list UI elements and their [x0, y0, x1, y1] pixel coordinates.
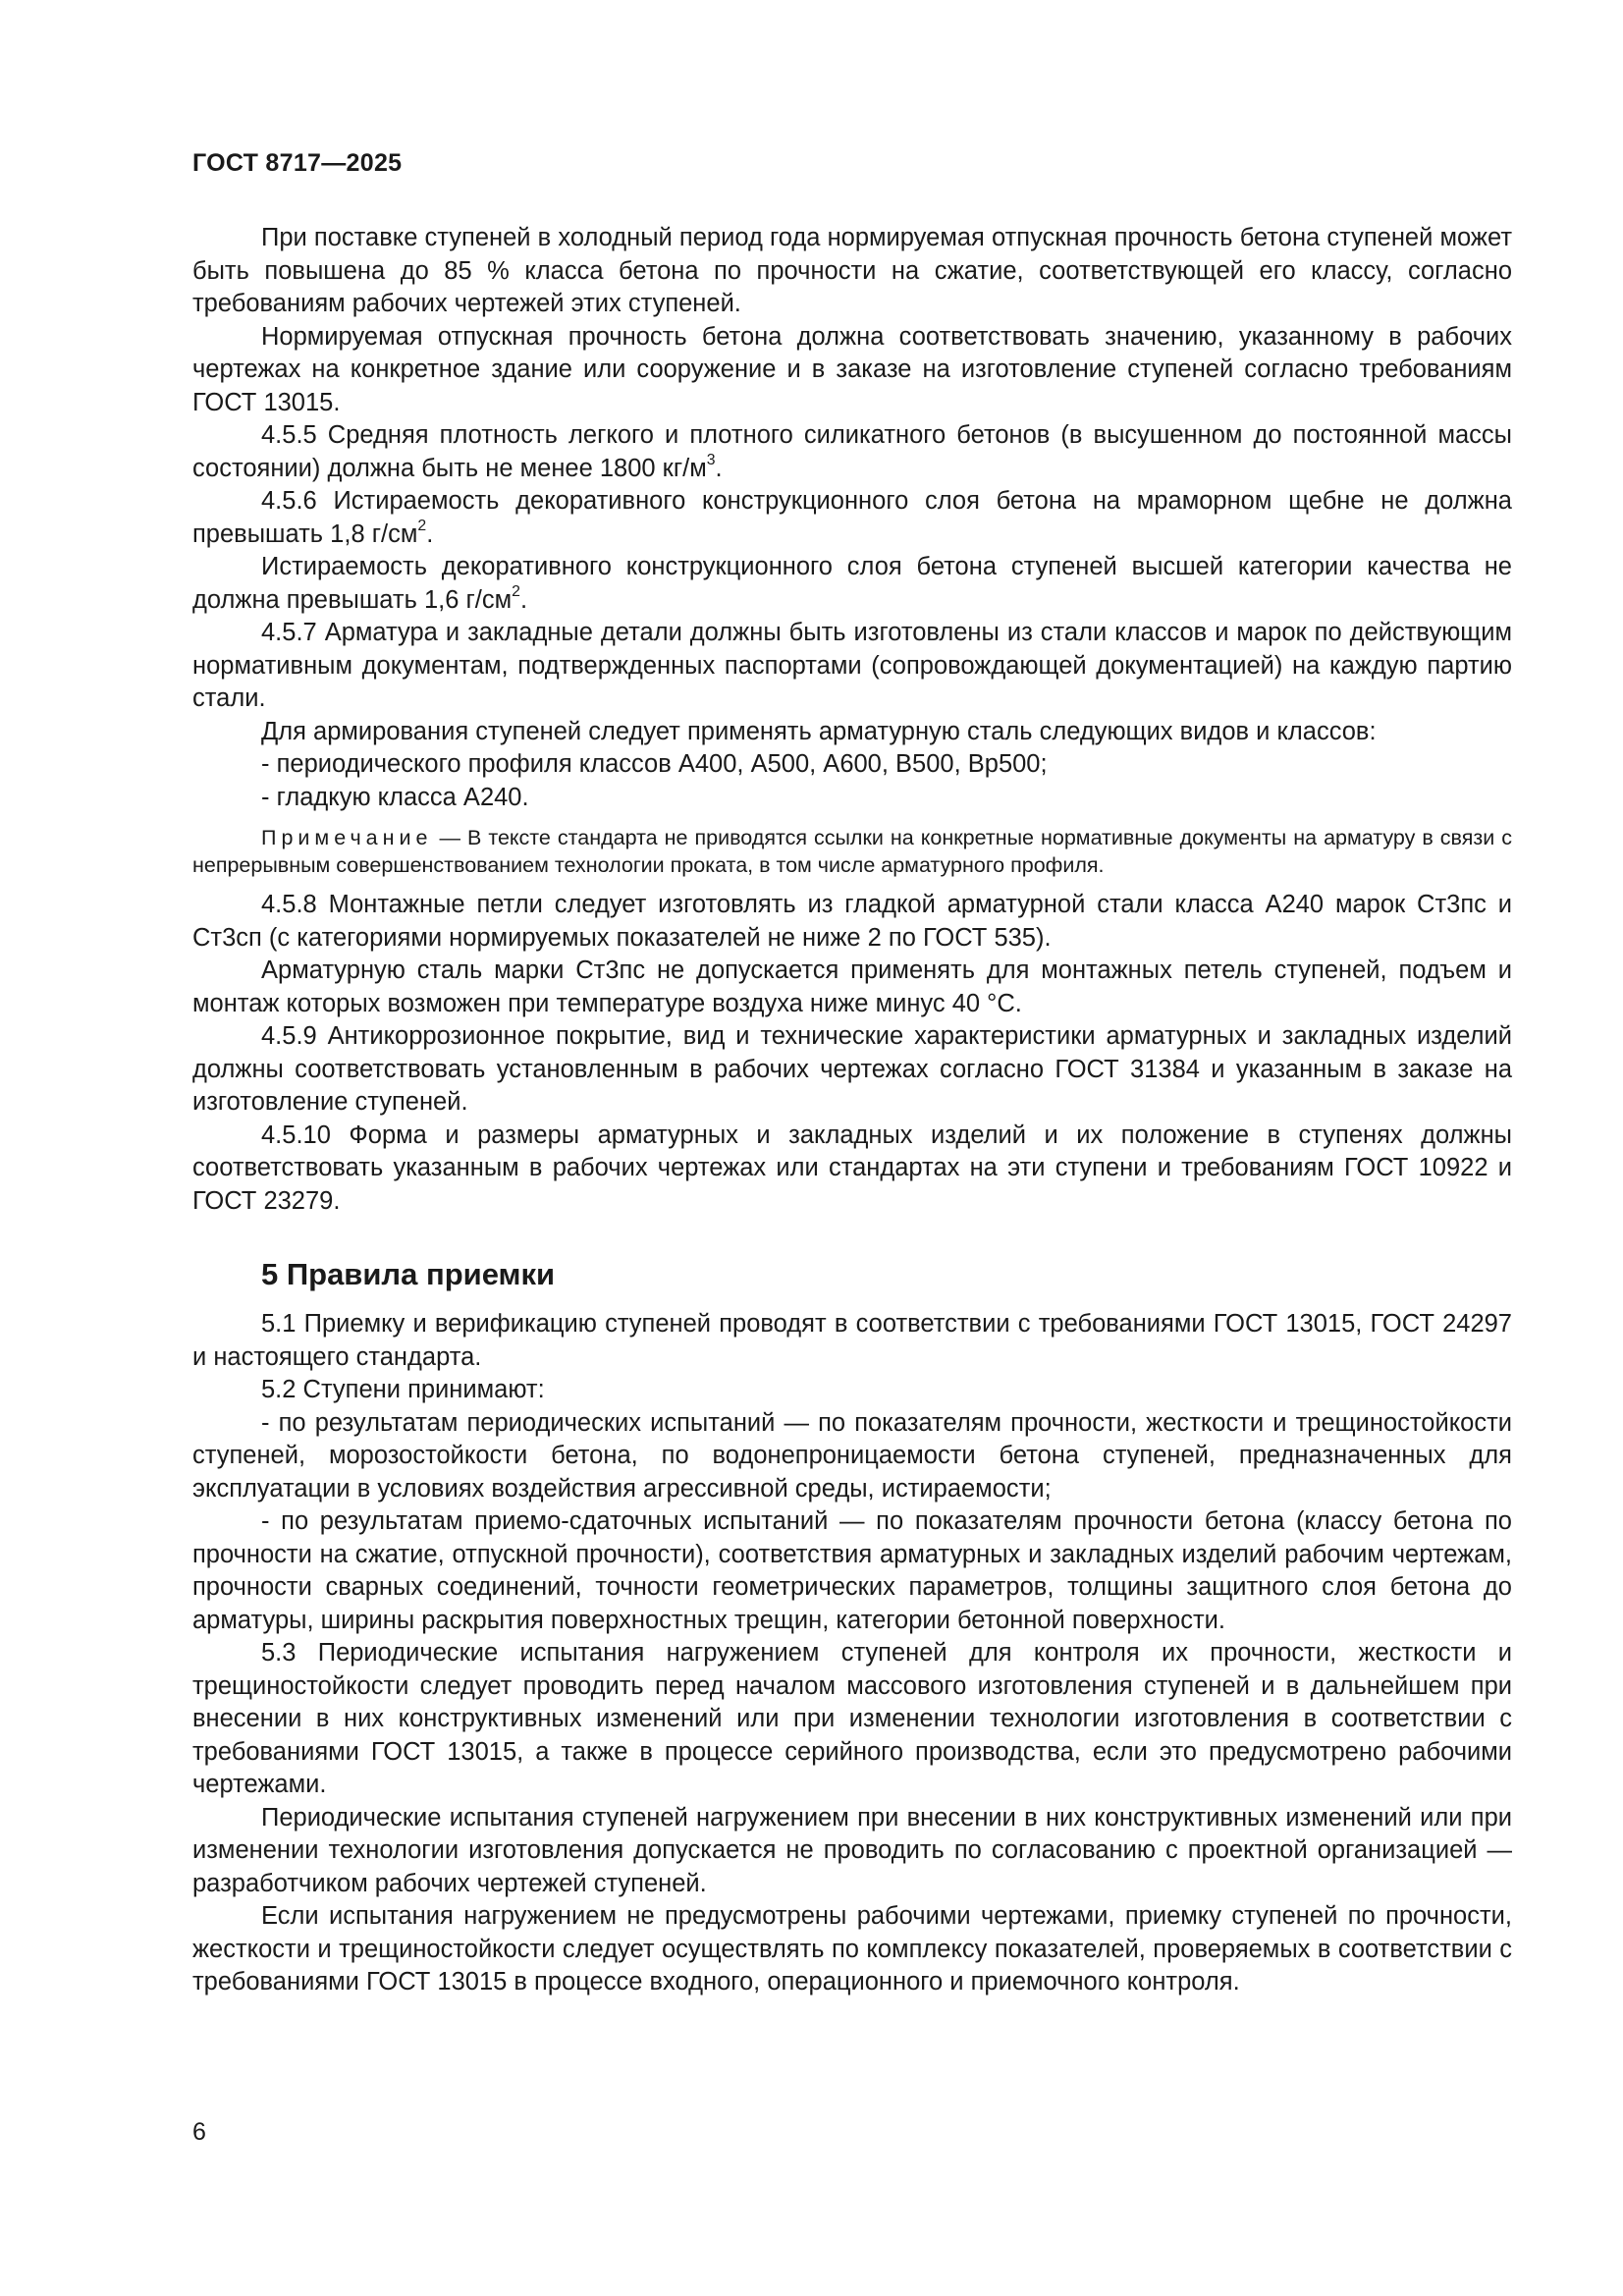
paragraph: Нормируемая отпускная прочность бетона должна соответствовать значению, указанному в рабочих чертежах на конкретное здание или сооружение и в заказе на изготовление ступеней согласно требованиям ГОСТ 13015. — [192, 322, 1512, 416]
paragraph-5-1: 5.1 Приемку и верификацию ступеней проводят в соответствии с требованиями ГОСТ 13015, ГОСТ 24297 и настоящего стандарта. — [192, 1310, 1512, 1371]
paragraph-4-5-7: 4.5.7 Арматура и закладные детали должны быть изготовлены из стали классов и марок по действующим нормативным документам, подтвержденных паспортами (сопровождающей документацией) на каждую партию стали. — [192, 619, 1512, 712]
list-item: - периодического профиля классов А400, А500, А600, В500, Вр500; — [261, 750, 1048, 778]
section-title: 5 Правила приемки — [261, 1257, 556, 1291]
list-item: - гладкую класса А240. — [261, 783, 529, 811]
paragraph-4-5-8: 4.5.8 Монтажные петли следует изготовлять из гладкой арматурной стали класса А240 марок Ст3пс и Ст3сп (с категориями нормируемых показателей не ниже 2 по ГОСТ 535). — [192, 891, 1512, 952]
list-item: - по результатам периодических испытаний — по показателям прочности, жесткости и трещиностойкости ступеней, морозостойкости бетона, по водонепроницаемости бетона ступеней, предназначенных для эксплуатации в условиях воздействия агрессивной среды, истираемости; — [192, 1408, 1512, 1503]
paragraph: Периодические испытания ступеней нагружением при внесении в них конструктивных изменений или при изменении технологии изготовления допускается не проводить по согласованию с проектной организацией — разработчиком рабочих чертежей ступеней. — [192, 1803, 1512, 1897]
paragraph-4-5-10: 4.5.10 Форма и размеры арматурных и закладных изделий и их положение в ступенях должны соответствовать указанным в рабочих чертежах или стандартах на эти ступени и требованиям ГОСТ 10922 и ГОСТ 23279. — [192, 1121, 1512, 1215]
note-label: Примечание — [261, 826, 433, 849]
paragraph-4-5-9: 4.5.9 Антикоррозионное покрытие, вид и технические характеристики арматурных и закладных изделий должны соответствовать установленным в рабочих чертежах согласно ГОСТ 31384 и указанным в заказе на изготовление ступеней. — [192, 1022, 1512, 1116]
list-item: - по результатам приемо-сдаточных испытаний — по показателям прочности бетона (классу бетона по прочности на сжатие, отпускной прочности), соответствия арматурных и закладных изделий рабочим чертежам, прочности сварных соединений, точности геометрических параметров, толщины защитного слоя бетона до арматуры, ширины раскрытия поверхностных трещин, категории бетонной поверхности. — [192, 1507, 1512, 1634]
paragraph-4-5-5: 4.5.5 Средняя плотность легкого и плотного силикатного бетонов (в высушенном до постоянной массы состоянии) должна быть не менее 1800 $кг/м^3$. — [192, 421, 1512, 482]
note-text: — В тексте стандарта не приводятся ссылки на конкретные нормативные документы на арматуру в связи с непрерывным совершенствованием технологии проката, в том числе арматурного профиля. — [192, 826, 1512, 877]
paragraph: Арматурную сталь марки Ст3пс не допускается применять для монтажных петель ступеней, подъем и монтаж которых возможен при температуре воздуха ниже минус 40 °С. — [192, 957, 1512, 1017]
document-body — [192, 222, 1512, 1999]
note — [192, 824, 1512, 879]
page-number: 6 — [192, 2118, 206, 2146]
document-header: ГОСТ 8717—2025 — [192, 149, 403, 177]
paragraph: При поставке ступеней в холодный период года нормируемая отпускная прочность бетона ступеней может быть повышена до 85 % класса бетона по прочности на сжатие, соответствующей его классу, согласно требованиям рабочих чертежей этих ступеней. — [192, 224, 1512, 317]
paragraph-5-2: 5.2 Ступени принимают: — [261, 1376, 545, 1403]
paragraph: Для армирования ступеней следует применять арматурную сталь следующих видов и классов: — [261, 717, 1377, 745]
paragraph-5-3: 5.3 Периодические испытания нагружением ступеней для контроля их прочности, жесткости и трещиностойкости следует проводить перед началом массового изготовления ступеней и в дальнейшем при внесении в них конструктивных изменений или при изменении технологии изготовления в соответствии с требованиями ГОСТ 13015, а также в процессе серийного производства, если это предусмотрено рабочими чертежами. — [192, 1639, 1512, 1798]
paragraph: Если испытания нагружением не предусмотрены рабочими чертежами, приемку ступеней по прочности, жесткости и трещиностойкости следует осуществлять по комплексу показателей, проверяемых в соответствии с требованиями ГОСТ 13015 в процессе входного, операционного и приемочного контроля. — [192, 1902, 1512, 1995]
paragraph: Истираемость декоративного конструкционного слоя бетона ступеней высшей категории качества не должна превышать 1,6 $г/см^2$. — [192, 553, 1512, 614]
paragraph-4-5-6: 4.5.6 Истираемость декоративного конструкционного слоя бетона на мраморном щебне не должна превышать 1,8 $г/см^2$. — [192, 487, 1512, 548]
